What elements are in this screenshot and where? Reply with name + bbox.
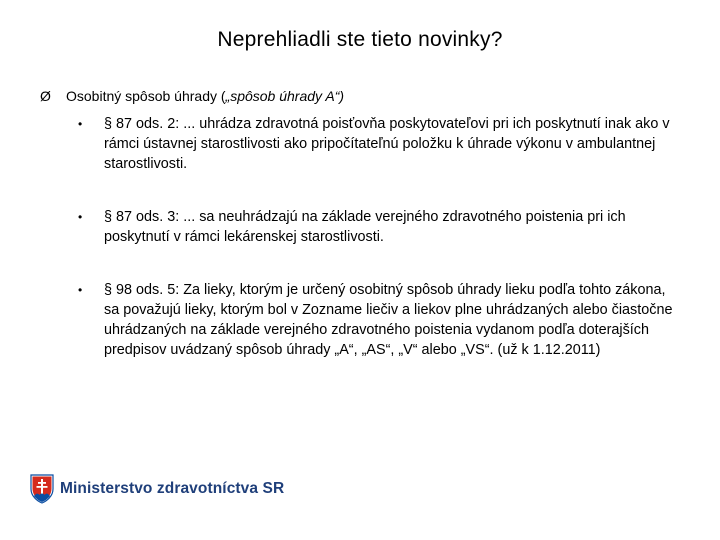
ministry-logo (30, 474, 284, 504)
sub-point-1 (78, 114, 682, 174)
slovak-coat-of-arms-icon (30, 474, 54, 504)
bullet-icon: • (78, 283, 83, 297)
sub-point-3 (78, 280, 682, 360)
sub-point-2 (78, 207, 682, 247)
bullet-icon: • (78, 210, 83, 224)
sub-point-text: § 98 ods. 5: Za lieky, ktorým je určený osobitný spôsob úhrady lieku podľa tohto zákona, sa považujú lieky, ktorým bol v Zozname liečiv a liekov plne uhrádzaných alebo čiastočne uhrádzaných na základe verejného zdravotného poistenia vydanom podľa doterajších predpisov uvádzaný spôsob úhrady „A“, „AS“, „V“ alebo „VS“. (už k 1.12.2011) (104, 282, 673, 358)
main-point-text: Osobitný spôsob úhrady ( (66, 88, 226, 104)
sub-point-text: § 87 ods. 3: ... sa neuhrádzajú na základe verejného zdravotného poistenia pri ich poskytnutí v rámci lekárenskej starostlivosti. (104, 209, 626, 245)
main-point (40, 86, 680, 106)
arrow-bullet-icon: Ø (40, 88, 51, 104)
ministry-name: Ministerstvo zdravotníctva SR (60, 480, 285, 497)
bullet-icon: • (78, 117, 83, 131)
sub-point-text: § 87 ods. 2: ... uhrádza zdravotná poisťovňa poskytovateľovi pri ich poskytnutí inak ako v rámci ústavnej starostlivosti ako pripočítateľnú položku k úhrade výkonu v ambulantnej starostlivosti. (104, 116, 670, 172)
main-point-italic-text: „spôsob úhrady A“) (225, 88, 345, 104)
slide-title: Neprehliadli ste tieto novinky? (217, 28, 503, 51)
